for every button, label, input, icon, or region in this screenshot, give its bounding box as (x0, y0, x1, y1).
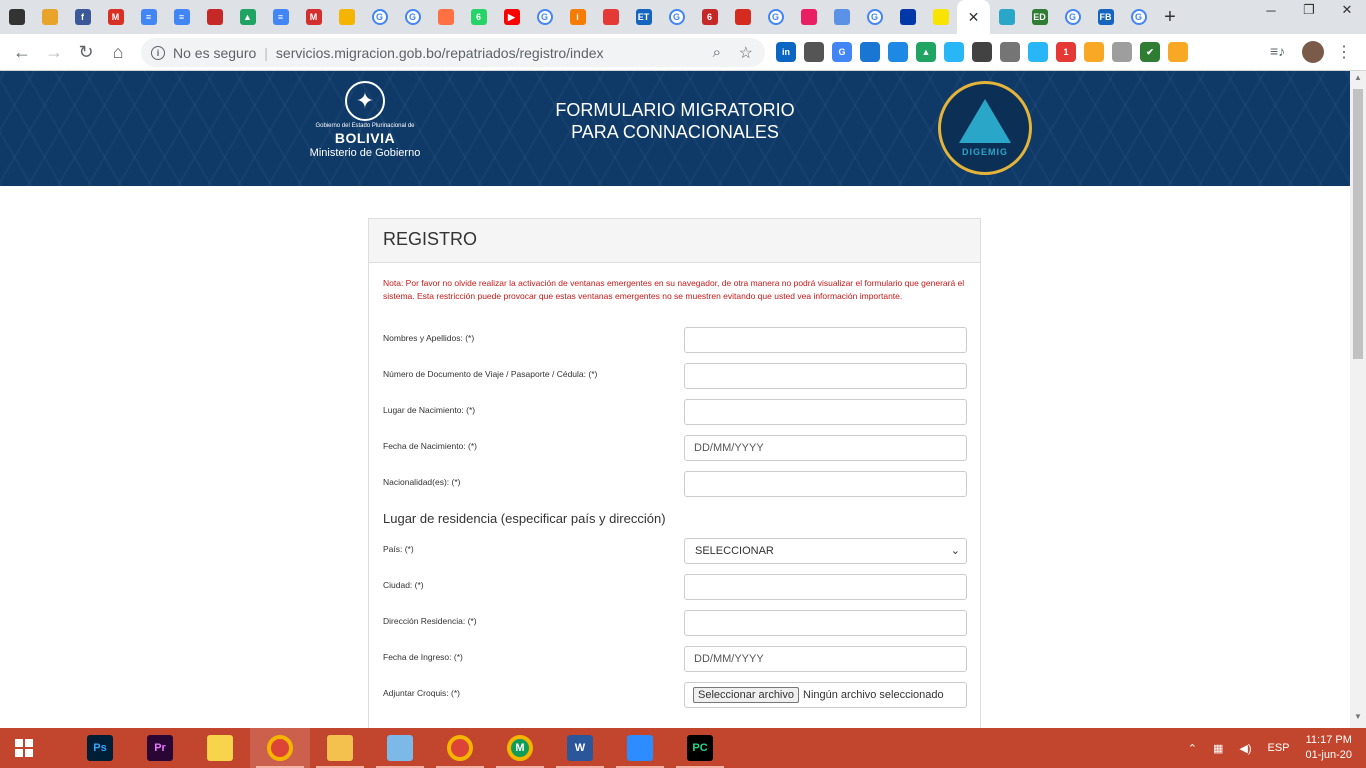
chrome-profile-icon: M (507, 735, 533, 761)
bolivia-flag-icon (933, 9, 949, 25)
date: 01-jun-20 (1305, 749, 1352, 761)
docs-icon: ≡ (141, 9, 157, 25)
home-icon[interactable]: ⌂ (112, 41, 124, 62)
close-window-icon[interactable]: ✕ (1341, 2, 1353, 17)
apple-icon[interactable] (1112, 42, 1132, 62)
taskbar-app[interactable] (550, 728, 610, 768)
browser-tab[interactable] (165, 0, 198, 34)
back-arrow-icon[interactable]: ← (13, 41, 31, 62)
gmail-icon: M (108, 9, 124, 25)
field-label: Nacionalidad(es): (*) (383, 477, 461, 487)
field-row-croquis (383, 688, 968, 714)
taskbar-app[interactable] (490, 728, 550, 768)
image-icon[interactable] (860, 42, 880, 62)
volume-icon[interactable]: ◀) (1239, 742, 1252, 755)
field-label: Nombres y Apellidos: (*) (383, 333, 475, 343)
browser-tab[interactable] (726, 0, 759, 34)
google-icon: G (537, 9, 553, 25)
start-button[interactable] (0, 728, 48, 768)
browser-tab[interactable] (1023, 0, 1056, 34)
drive-icon: ▲ (240, 9, 256, 25)
youtube-icon: ▶ (504, 9, 520, 25)
restore-icon[interactable]: ❐ (1303, 2, 1315, 17)
info-icon: i (570, 9, 586, 25)
badge-icon[interactable] (1168, 42, 1188, 62)
time: 11:17 PM (1305, 734, 1352, 746)
news-icon: 6 (702, 9, 718, 25)
field-label: Fecha de Nacimiento: (*) (383, 441, 478, 451)
google-icon: G (768, 9, 784, 25)
browser-tab[interactable] (891, 0, 924, 34)
security-label[interactable]: No es seguro (173, 44, 257, 61)
tab-active[interactable] (957, 0, 990, 34)
browser-tab[interactable] (396, 0, 429, 34)
whatsapp-icon: 6 (471, 9, 487, 25)
direccion-input[interactable] (684, 610, 967, 636)
panel-heading: REGISTRO (369, 219, 980, 263)
new-tab-icon[interactable]: + (1164, 5, 1176, 28)
taskbar-app[interactable] (310, 728, 370, 768)
nombres-input[interactable] (684, 327, 967, 353)
field-row-pais (383, 544, 968, 570)
google-icon: G (405, 9, 421, 25)
zoom-icon (627, 735, 653, 761)
media-control-icon[interactable]: ≡♪ (1270, 43, 1286, 59)
system-tray (1180, 728, 1366, 768)
pycharm-icon: PC (687, 735, 713, 761)
browser-tab[interactable] (627, 0, 660, 34)
network-icon[interactable]: 1 (1056, 42, 1076, 62)
browser-tab[interactable] (66, 0, 99, 34)
tv-icon: M (306, 9, 322, 25)
browser-tab[interactable] (1089, 0, 1122, 34)
person-badge-icon (9, 9, 25, 25)
diamond-icon[interactable] (1028, 42, 1048, 62)
taskbar-app[interactable] (370, 728, 430, 768)
facebook-icon: f (75, 9, 91, 25)
file-status: Ningún archivo seleccionado (803, 689, 944, 701)
vertical-scrollbar[interactable] (1350, 71, 1366, 728)
drive-icon[interactable]: ▲ (916, 42, 936, 62)
flag-icon (735, 9, 751, 25)
extensions-bar (776, 42, 1188, 62)
sticky-notes-icon (207, 735, 233, 761)
language-indicator[interactable]: ESP (1267, 742, 1290, 754)
notepad-icon (387, 735, 413, 761)
browser-tab[interactable] (660, 0, 693, 34)
linkedin-icon[interactable]: in (776, 42, 796, 62)
zoom-icon[interactable]: ⌕ (712, 44, 721, 61)
people-icon[interactable] (972, 42, 992, 62)
google-icon: G (867, 9, 883, 25)
croquis-file-input[interactable] (684, 682, 967, 708)
field-row-nacionalidad (383, 477, 968, 503)
browser-tab[interactable] (561, 0, 594, 34)
tray-chevron-icon[interactable]: ⌃ (1187, 742, 1197, 755)
photoshop-icon: Ps (87, 735, 113, 761)
browser-tab[interactable] (495, 0, 528, 34)
field-label: Adjuntar Croquis: (*) (383, 688, 461, 698)
field-row-documento (383, 369, 968, 395)
browser-tab[interactable] (825, 0, 858, 34)
field-row-nombres (383, 333, 968, 359)
browser-tab[interactable] (792, 0, 825, 34)
documento-input[interactable] (684, 363, 967, 389)
field-label: Dirección Residencia: (*) (383, 616, 477, 626)
ministry-label: Ministerio de Gobierno (309, 147, 421, 159)
field-label: Ciudad: (*) (383, 580, 424, 590)
field-label: Lugar de Nacimiento: (*) (383, 405, 476, 415)
circle-icon[interactable] (804, 42, 824, 62)
site-header (0, 71, 1350, 186)
taskbar-app[interactable] (130, 728, 190, 768)
lugar-nacimiento-input[interactable] (684, 399, 967, 425)
chrome-icon (267, 735, 293, 761)
choose-file-button[interactable]: Seleccionar archivo (693, 687, 799, 703)
avatar[interactable] (1302, 41, 1324, 63)
info-icon[interactable]: i (151, 46, 165, 60)
browser-tab[interactable] (528, 0, 561, 34)
bookmark-star-icon[interactable]: ☆ (738, 44, 753, 62)
docs-icon: ≡ (174, 9, 190, 25)
browser-tab[interactable] (132, 0, 165, 34)
google-icon: G (372, 9, 388, 25)
taskbar-app[interactable] (250, 728, 310, 768)
country-label: BOLIVIA (334, 130, 396, 146)
browser-toolbar (0, 34, 1366, 71)
ed-icon: ED (1032, 9, 1048, 25)
field-row-direccion (383, 616, 968, 642)
bird-icon (42, 9, 58, 25)
browser-tab[interactable] (594, 0, 627, 34)
popup-note: Nota: Por favor no olvide realizar la activación de ventanas emergentes en su navegador, de otra manera no podrá visualizar el formulario que generará el sistema. Esta restricción puede provocar que estas ventanas emergentes no se muestren evitando que usted vea información importante. (383, 278, 965, 301)
slides-icon (339, 9, 355, 25)
scroll-up-icon[interactable]: ▲ (1354, 73, 1362, 82)
window-controls (1252, 0, 1366, 20)
taskbar-apps (70, 728, 730, 768)
fecha-nacimiento-input[interactable]: DD/MM/YYYY (684, 435, 967, 461)
un-icon (834, 9, 850, 25)
browser-tab[interactable] (429, 0, 462, 34)
taskbar-app[interactable] (610, 728, 670, 768)
field-label: Fecha de Ingreso: (*) (383, 652, 463, 662)
browser-tab[interactable] (1056, 0, 1089, 34)
taskbar-app[interactable] (70, 728, 130, 768)
menu-icon[interactable]: ⋮ (1336, 44, 1352, 61)
browser-tab[interactable] (0, 0, 33, 34)
camera-icon[interactable] (944, 42, 964, 62)
seal-label: DIGEMIG (961, 147, 1008, 157)
browser-tab[interactable] (858, 0, 891, 34)
ministry-logo (300, 81, 430, 159)
graduation-icon[interactable] (888, 42, 908, 62)
browser-tab[interactable] (363, 0, 396, 34)
browser-tab[interactable] (33, 0, 66, 34)
page-title (540, 99, 810, 143)
chrome-icon (447, 735, 473, 761)
link-icon (438, 9, 454, 25)
browser-tab[interactable] (462, 0, 495, 34)
flower-icon (801, 9, 817, 25)
browser-tab[interactable] (990, 0, 1023, 34)
address-bar[interactable] (141, 38, 765, 67)
taskbar-app[interactable] (190, 728, 250, 768)
cherry-icon (603, 9, 619, 25)
browser-tab[interactable] (1122, 0, 1155, 34)
field-row-fecha-nacimiento (383, 441, 968, 467)
field-label: Número de Documento de Viaje / Pasaporte / Cédula: (*) (383, 369, 598, 379)
chevron-down-icon: ⌄ (950, 545, 960, 557)
field-row-fecha-ingreso (383, 652, 968, 678)
divider: | (264, 44, 268, 61)
clock[interactable] (1306, 733, 1352, 763)
field-label: País: (*) (383, 544, 414, 554)
scroll-down-icon[interactable]: ▼ (1354, 712, 1362, 721)
browser-tab[interactable] (330, 0, 363, 34)
browser-tab[interactable] (759, 0, 792, 34)
premiere-icon: Pr (147, 735, 173, 761)
triangle-icon (959, 99, 1011, 143)
forward-arrow-icon[interactable]: → (45, 41, 63, 62)
network-icon[interactable]: ▦ (1212, 742, 1224, 755)
digemig-seal (938, 81, 1032, 175)
windows-icon (15, 739, 33, 757)
puzzle-icon[interactable] (1000, 42, 1020, 62)
taskbar-app[interactable] (670, 728, 730, 768)
selected-value: SELECCIONAR (695, 545, 774, 557)
browser-tab[interactable] (99, 0, 132, 34)
fecha-ingreso-input[interactable]: DD/MM/YYYY (684, 646, 967, 672)
google-icon: G (1065, 9, 1081, 25)
google-icon: G (669, 9, 685, 25)
clapperboard-icon (207, 9, 223, 25)
gov-label: Gobierno del Estado Plurinacional de (315, 123, 415, 129)
pais-select[interactable] (684, 538, 967, 564)
nacionalidad-input[interactable] (684, 471, 967, 497)
check-icon[interactable]: ✔ (1140, 42, 1160, 62)
file-explorer-icon (327, 735, 353, 761)
flag-icon (900, 9, 916, 25)
taskbar (0, 728, 1366, 768)
word-icon: W (567, 735, 593, 761)
digemig-icon (999, 9, 1015, 25)
browser-tab[interactable] (924, 0, 957, 34)
scroll-thumb[interactable] (1353, 89, 1363, 359)
reload-icon[interactable]: ↻ (78, 41, 94, 62)
ciudad-input[interactable] (684, 574, 967, 600)
browser-tab[interactable] (231, 0, 264, 34)
google-icon: G (1131, 9, 1147, 25)
thumb-icon[interactable] (1084, 42, 1104, 62)
field-row-ciudad (383, 580, 968, 606)
residence-heading: Lugar de residencia (especificar país y dirección) (383, 511, 666, 526)
browser-tab[interactable] (198, 0, 231, 34)
minimize-icon[interactable]: ─ (1266, 2, 1276, 18)
field-row-lugar-nacimiento (383, 405, 968, 431)
close-icon[interactable]: ✕ (967, 8, 980, 25)
taskbar-app[interactable] (430, 728, 490, 768)
coat-of-arms-icon: ✦ (345, 81, 385, 121)
title-line-1: FORMULARIO MIGRATORIO (555, 100, 795, 120)
browser-tab[interactable] (297, 0, 330, 34)
fb-icon: FB (1098, 9, 1114, 25)
url-text[interactable]: servicios.migracion.gob.bo/repatriados/registro/index (275, 44, 604, 61)
registration-panel (368, 218, 981, 738)
tab-strip (0, 0, 1366, 34)
et-icon: ET (636, 9, 652, 25)
title-line-2: PARA CONNACIONALES (571, 122, 779, 142)
translate-icon[interactable]: G (832, 42, 852, 62)
browser-tab[interactable] (693, 0, 726, 34)
browser-tab[interactable] (264, 0, 297, 34)
docs-icon: ≡ (273, 9, 289, 25)
